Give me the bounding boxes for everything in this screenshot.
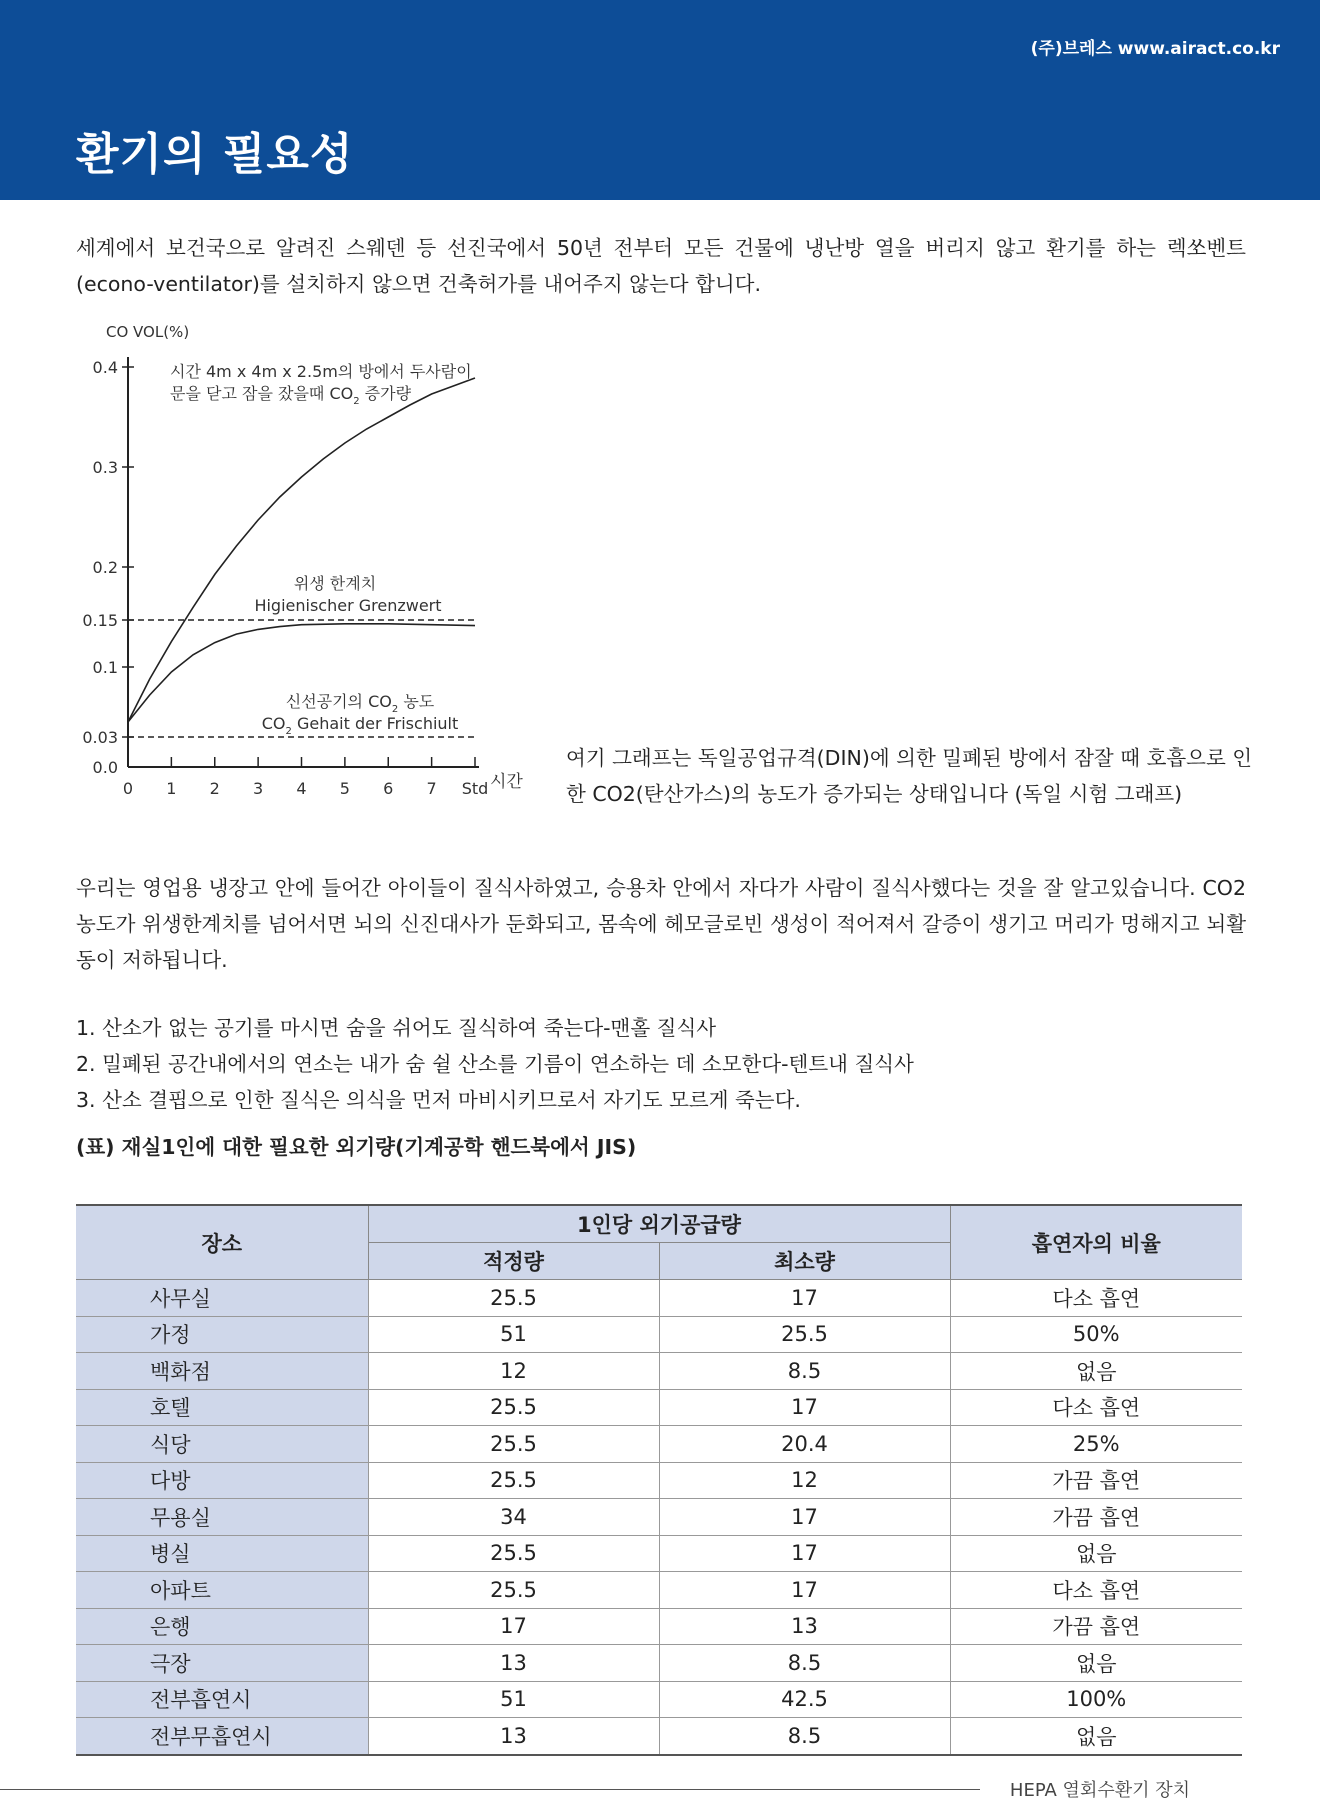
footer-rule [0, 1789, 980, 1790]
list-item: 2. 밀폐된 공간내에서의 연소는 내가 숨 쉴 산소를 기름이 연소하는 데 소모한다-텐트내 질식사 [76, 1052, 914, 1076]
y-tick-label: 0.4 [92, 358, 118, 377]
cell-minimum: 17 [659, 1499, 950, 1536]
table-row [76, 1535, 1242, 1572]
cell-minimum: 17 [659, 1280, 950, 1317]
list-item: 3. 산소 결핍으로 인한 질식은 의식을 먼저 마비시키므로서 자기도 모르게 죽는다. [76, 1088, 801, 1112]
table-row [76, 1426, 1242, 1463]
header-supply: 1인당 외기공급량 [368, 1205, 950, 1243]
table-row [76, 1462, 1242, 1499]
suffocation-facts-list [76, 1010, 1246, 1118]
y-tick-label: 0.3 [92, 458, 118, 477]
cell-smoker: 25% [950, 1426, 1242, 1463]
cell-place: 호텔 [76, 1389, 368, 1426]
annotation-top-line1: 시간 4m x 4m x 2.5m의 방에서 두사람이 [170, 362, 472, 381]
cell-proper: 51 [368, 1681, 659, 1718]
cell-smoker: 다소 흡연 [950, 1572, 1242, 1609]
cell-proper: 25.5 [368, 1389, 659, 1426]
cell-proper: 13 [368, 1645, 659, 1682]
cell-place: 병실 [76, 1535, 368, 1572]
cell-minimum: 17 [659, 1389, 950, 1426]
x-tick-label: 0 [122, 779, 134, 798]
cell-smoker: 없음 [950, 1535, 1242, 1572]
cell-minimum: 8.5 [659, 1718, 950, 1755]
header-smoker-ratio: 흡연자의 비율 [950, 1205, 1242, 1280]
y-tick-label: 0.2 [92, 558, 118, 577]
page-header [0, 0, 1320, 200]
table-row [76, 1608, 1242, 1645]
cell-smoker: 가끔 흡연 [950, 1608, 1242, 1645]
x-tick-label: 6 [383, 779, 394, 798]
cell-minimum: 13 [659, 1608, 950, 1645]
table-row [76, 1389, 1242, 1426]
table-caption: (표) 재실1인에 대한 필요한 외기량(기계공학 핸드북에서 JIS) [76, 1135, 637, 1159]
header-minimum: 최소량 [659, 1243, 950, 1280]
y-axis-label: CO VOL(%) [106, 323, 190, 341]
cell-place: 전부흡연시 [76, 1681, 368, 1718]
x-tick-label: 1 [166, 779, 177, 798]
cell-place: 가정 [76, 1316, 368, 1353]
y-tick-label: 0.03 [82, 728, 118, 747]
header-proper: 적정량 [368, 1243, 659, 1280]
cell-place: 무용실 [76, 1499, 368, 1536]
x-tick-label: Std [461, 779, 489, 798]
x-tick-label: 3 [253, 779, 264, 798]
company-info: (주)브레스 www.airact.co.kr [1030, 39, 1280, 59]
cell-proper: 25.5 [368, 1572, 659, 1609]
co2-chart-svg [82, 315, 530, 815]
cell-minimum: 17 [659, 1572, 950, 1609]
table-row [76, 1681, 1242, 1718]
table-row [76, 1280, 1242, 1317]
cell-minimum: 25.5 [659, 1316, 950, 1353]
cell-minimum: 20.4 [659, 1426, 950, 1463]
cell-proper: 25.5 [368, 1280, 659, 1317]
table-row [76, 1499, 1242, 1536]
cell-place: 극장 [76, 1645, 368, 1682]
cell-smoker: 50% [950, 1316, 1242, 1353]
table-row [76, 1316, 1242, 1353]
cell-proper: 34 [368, 1499, 659, 1536]
cell-smoker: 다소 흡연 [950, 1280, 1242, 1317]
table-body [76, 1280, 1242, 1755]
table-row [76, 1572, 1242, 1609]
table-row [76, 1353, 1242, 1390]
cell-place: 식당 [76, 1426, 368, 1463]
cell-proper: 17 [368, 1608, 659, 1645]
cell-proper: 25.5 [368, 1535, 659, 1572]
cell-minimum: 8.5 [659, 1645, 950, 1682]
cell-minimum: 8.5 [659, 1353, 950, 1390]
x-axis-label: 시간 [490, 772, 523, 792]
cell-proper: 25.5 [368, 1426, 659, 1463]
limit-label-ko: 위생 한계치 [293, 574, 377, 593]
list-item: 1. 산소가 없는 공기를 마시면 숨을 쉬어도 질식하여 죽는다-맨홀 질식사 [76, 1016, 717, 1040]
y-tick-label: 0.15 [82, 611, 118, 630]
series-line [128, 378, 475, 722]
cell-proper: 12 [368, 1353, 659, 1390]
cell-proper: 13 [368, 1718, 659, 1755]
table-row [76, 1718, 1242, 1755]
cell-place: 아파트 [76, 1572, 368, 1609]
x-tick-label: 7 [426, 779, 437, 798]
x-tick-label: 4 [296, 779, 307, 798]
page-title: 환기의 필요성 [76, 129, 354, 180]
y-tick-label: 0.0 [92, 758, 118, 777]
cell-proper: 51 [368, 1316, 659, 1353]
co2-chart [82, 315, 530, 815]
cell-smoker: 가끔 흡연 [950, 1462, 1242, 1499]
cell-place: 다방 [76, 1462, 368, 1499]
footer-label: HEPA 열회수환기 장치 [1002, 1776, 1190, 1802]
ventilation-table [76, 1204, 1242, 1756]
cell-smoker: 다소 흡연 [950, 1389, 1242, 1426]
cell-minimum: 17 [659, 1535, 950, 1572]
fresh-air-label-ko: 신선공기의 $CO_2$ 농도 [285, 692, 435, 715]
intro-paragraph: 세계에서 보건국으로 알려진 스웨덴 등 선진국에서 50년 전부터 모든 건물에 냉난방 열을 버리지 않고 환기를 하는 렉쏘벤트(econo-ventilator)를 설치하지 않으면 건축허가를 내어주지 않는다 합니다. [76, 236, 1246, 296]
x-tick-label: 5 [339, 779, 350, 798]
y-tick-label: 0.1 [92, 658, 118, 677]
cell-smoker: 없음 [950, 1645, 1242, 1682]
fresh-air-label-de: $CO_2$ Gehait der Frischiult [261, 714, 459, 737]
co2-effects-paragraph: 우리는 영업용 냉장고 안에 들어간 아이들이 질식사하였고, 승용차 안에서 자다가 사람이 질식사했다는 것을 잘 알고있습니다. CO2농도가 위생한계치를 넘어서면 뇌의 신진대사가 둔화되고, 몸속에 헤모글로빈 생성이 적어져서 갈증이 생기고 머리가 멍해지고 뇌활동이 저하됩니다. [76, 876, 1246, 972]
cell-smoker: 가끔 흡연 [950, 1499, 1242, 1536]
cell-place: 백화점 [76, 1353, 368, 1390]
x-tick-label: 2 [209, 779, 220, 798]
cell-smoker: 100% [950, 1681, 1242, 1718]
cell-smoker: 없음 [950, 1353, 1242, 1390]
annotation-top-line2: 문을 닫고 잠을 잤을때 $CO_2$ 증가량 [170, 384, 412, 407]
header-place: 장소 [76, 1205, 368, 1280]
cell-proper: 25.5 [368, 1462, 659, 1499]
cell-place: 은행 [76, 1608, 368, 1645]
cell-smoker: 없음 [950, 1718, 1242, 1755]
table-row [76, 1645, 1242, 1682]
cell-place: 사무실 [76, 1280, 368, 1317]
graph-caption: 여기 그래프는 독일공업규격(DIN)에 의한 밀폐된 방에서 잠잘 때 호흡으로 인한 CO2(탄산가스)의 농도가 증가되는 상태입니다 (독일 시험 그래프) [566, 746, 1253, 806]
cell-minimum: 12 [659, 1462, 950, 1499]
cell-place: 전부무흡연시 [76, 1718, 368, 1755]
cell-minimum: 42.5 [659, 1681, 950, 1718]
limit-label-de: Higienischer Grenzwert [254, 596, 442, 615]
